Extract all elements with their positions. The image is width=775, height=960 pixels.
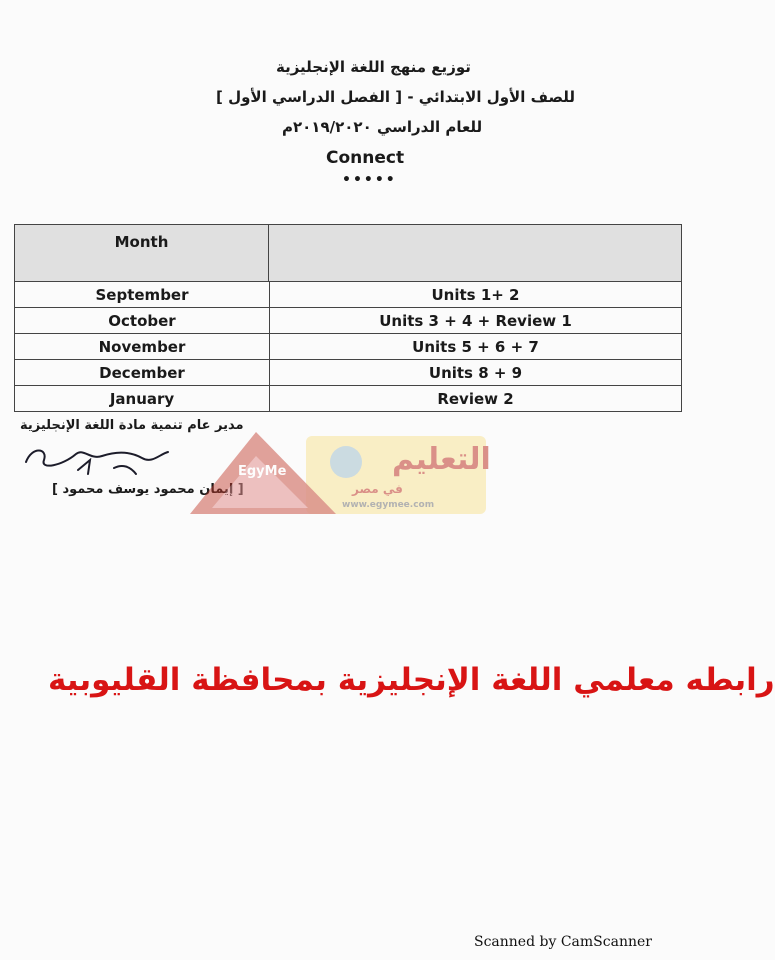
header-title: توزيع منهج اللغة الإنجليزية: [276, 58, 471, 76]
watermark-brand: التعليم: [392, 442, 491, 477]
table-row: [15, 359, 681, 385]
content-cell: Review 2: [437, 389, 514, 408]
table-row: [15, 385, 681, 411]
header-grade: للصف الأول الابتدائي - [ الفصل الدراسي الأول ]: [216, 88, 575, 106]
month-cell: December: [15, 360, 270, 385]
watermark-subtitle: في مصر: [352, 482, 403, 496]
watermark-logo: [186, 426, 491, 522]
signatory-title: مدير عام تنمية مادة اللغة الإنجليزية: [20, 418, 244, 433]
table-row: [15, 281, 681, 307]
column-header-month: Month: [15, 225, 269, 281]
header-year: للعام الدراسي ٢٠١٩/٢٠٢٠م: [282, 118, 483, 136]
association-name: رابطه معلمي اللغة الإنجليزية بمحافظة القليوبية: [48, 662, 775, 698]
month-cell: January: [15, 386, 270, 411]
month-cell: October: [15, 308, 270, 333]
content-cell: Units 8 + 9: [428, 363, 523, 382]
watermark-logo-text: EgyMe: [238, 464, 287, 479]
scanner-footer: Scanned by CamScanner: [474, 934, 652, 950]
content-cell: Units 5 + 6 + 7: [412, 337, 539, 356]
header-dots: •••••: [342, 172, 397, 188]
header-book: Connect: [326, 148, 405, 168]
month-cell: September: [15, 282, 270, 307]
table-header-row: [15, 225, 681, 281]
curriculum-table: [14, 224, 682, 412]
content-cell: Units 3 + 4 + Review 1: [379, 311, 572, 330]
column-header-empty: [269, 225, 681, 281]
month-cell: November: [15, 334, 270, 359]
content-cell: Units 1+ 2: [431, 285, 520, 304]
handwritten-signature: [18, 430, 208, 482]
signatory-name: [ إيمان محمود يوسف محمود ]: [52, 482, 244, 497]
watermark-url: www.egymee.com: [342, 500, 435, 510]
table-row: [15, 307, 681, 333]
table-row: [15, 333, 681, 359]
